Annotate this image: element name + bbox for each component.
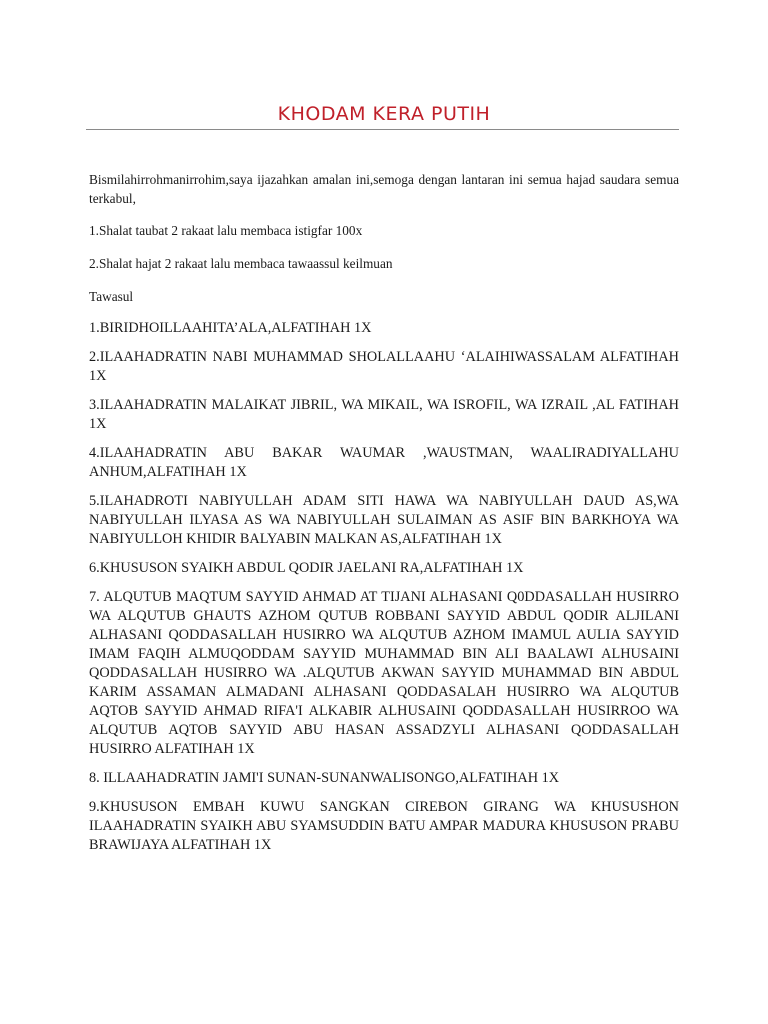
title-divider — [86, 129, 679, 130]
tawasul-item-3: 3.ILAAHADRATIN MALAIKAT JIBRIL, WA MIKAIL, WA ISROFIL, WA IZRAIL ,AL FATIHAH 1X — [89, 397, 679, 432]
tawasul-item-1: 1.BIRIDHOILLAAHITA’ALA,ALFATIHAH 1X — [89, 320, 372, 336]
tawasul-item-5: 5.ILAHADROTI NABIYULLAH ADAM SITI HAWA WA NABIYULLAH DAUD AS,WA NABIYULLAH ILYASA AS WA NABIYULLAH SULAIMAN AS ASIF BIN BARKHOYA WA NABIYULLOH KHIDIR BALYABIN MALKAN AS,ALFATIHAH 1X — [89, 493, 679, 547]
document-body — [89, 170, 679, 855]
tawasul-item-7: 7. ALQUTUB MAQTUM SAYYID AHMAD AT TIJANI ALHASANI Q0DDASALLAH HUSIRRO WA ALQUTUB GHAUTS AZHOM QUTUB ROBBANI SAYYID ABDUL QODIR ALJILANI ALHASANI QODDASALLAH HUSIRRO WA ALQUTUB AZHOM IMAMUL AULIA SAYYID IMAM FAQIH ALMUQODDAM SAYYID MUHAMMAD BIN ALI BAALAWI ALHUSAINI QODDASALLAH HUSIRRO WA .ALQUTUB AKWAN SAYYID MUHAMMAD BIN ABDUL KARIM ASSAMAN ALMADANI ALHASANI QODDASALAH HUSIRRO WA ALQUTUB AQTOB SAYYID AHMAD RIFA'I ALKABIR ALHUSAINI QODDASALLAH HUSIRROO WA ALQUTUB AQTOB SAYYID ABU HASAN ASSADZYLI ALHASANI QODDASALLAH HUSIRRO ALFATIHAH 1X — [89, 589, 679, 757]
tawasul-item-4: 4.ILAAHADRATIN ABU BAKAR WAUMAR ,WAUSTMAN, WAALIRADIYALLAHU ANHUM,ALFATIHAH 1X — [89, 445, 679, 480]
tawasul-heading: Tawasul — [89, 289, 134, 304]
tawasul-item-9: 9.KHUSUSON EMBAH KUWU SANGKAN CIREBON GIRANG WA KHUSUSHON ILAAHADRATIN SYAIKH ABU SYAMSUDDIN BATU AMPAR MADURA KHUSUSON PRABU BRAWIJAYA ALFATIHAH 1X — [89, 799, 679, 853]
step-2: 2.Shalat hajat 2 rakaat lalu membaca tawaassul keilmuan — [89, 256, 393, 271]
tawasul-item-2: 2.ILAAHADRATIN NABI MUHAMMAD SHOLALLAAHU ‘ALAIHIWASSALAM ALFATIHAH 1X — [89, 349, 679, 384]
tawasul-item-6: 6.KHUSUSON SYAIKH ABDUL QODIR JAELANI RA,ALFATIHAH 1X — [89, 560, 524, 576]
intro-paragraph: Bismilahirrohmanirrohim,saya ijazahkan amalan ini,semoga dengan lantaran ini semua hajad saudara semua terkabul, — [89, 172, 679, 206]
document-title: KHODAM KERA PUTIH — [277, 103, 491, 125]
step-1: 1.Shalat taubat 2 rakaat lalu membaca istigfar 100x — [89, 223, 363, 238]
tawasul-item-8: 8. ILLAAHADRATIN JAMI'I SUNAN-SUNANWALISONGO,ALFATIHAH 1X — [89, 770, 560, 786]
